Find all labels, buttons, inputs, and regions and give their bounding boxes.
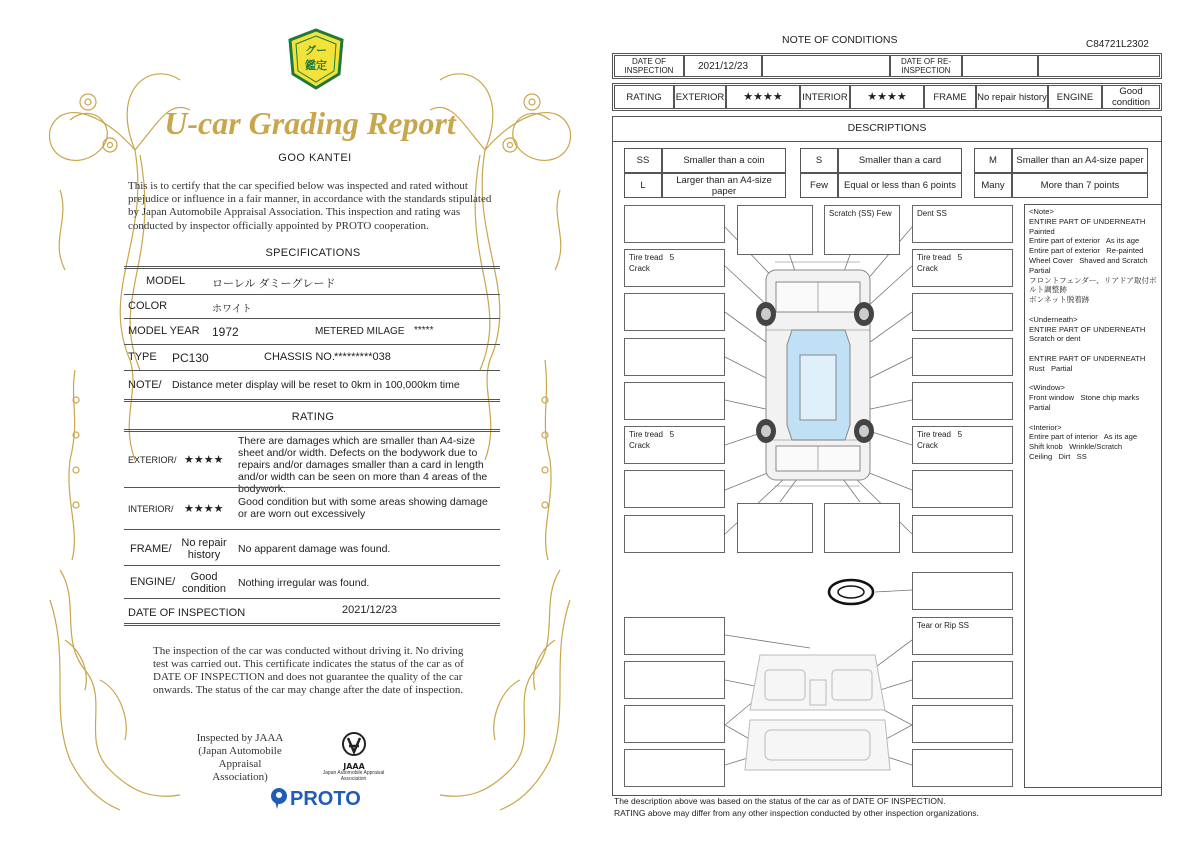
inspection-date-value: 2021/12/23 [342,604,398,616]
legend-code: L [624,173,662,198]
point-box-steering [912,572,1013,610]
rating-label: RATING [614,85,674,109]
notes-panel [1024,204,1162,788]
point-box-front-right-tire [912,249,1013,287]
color-label: COLOR [128,300,168,312]
conditions-title: NOTE OF CONDITIONS [782,34,898,46]
divider [124,370,500,371]
jaaa-caption: Japan Automobile Appraisal Association [322,770,385,782]
specifications-heading: SPECIFICATIONS [265,247,361,259]
point-box [624,705,725,743]
point-box [912,382,1013,420]
date-inspection-value: 2021/12/23 [684,55,762,77]
date-reinspection-label: DATE OF RE-INSPECTION [890,55,962,77]
intro-text: This is to certify that the car specified below was inspected and rated without prejudice or influence in a fair manner, in accordance with the standards stipulated by Japan Automobile Appraisal Association. This inspection and rating was conducted by inspector officially appointed by PROTO cooperation. [128,180,492,232]
legend-code: Many [974,173,1012,198]
interior-label: INTERIOR [800,85,850,109]
point-box [912,515,1013,553]
note-line: Front window Stone chip marks Partial [1029,393,1146,412]
note-line [1029,374,1157,384]
point-box [624,661,725,699]
note-line: Wheel Cover Shaved and Scratch Partial [1029,255,1154,275]
note-value: Distance meter display will be reset to 0km in 100,000km time [172,379,460,391]
exterior-stars: ★★★★ [726,85,800,109]
divider [124,487,500,488]
point-box [824,503,900,553]
note-of-conditions [600,0,1200,848]
note-label: NOTE/ [128,379,162,391]
interior-description: Good condition but with some areas showing damage or are worn out excessively [238,496,488,520]
inspection-date-label: DATE OF INSPECTION [128,607,246,619]
point-box-dent [912,205,1013,243]
note-line: ENTIRE PART OF UNDERNEATH Rust Partial [1029,353,1152,373]
point-box-tear [912,617,1013,655]
divider [124,598,500,599]
engine-value: Good condition [1102,85,1160,109]
frame-description: No apparent damage was found. [238,543,391,555]
type-label: TYPE [128,351,157,363]
model-value: ローレル ダミーグレード [212,278,336,290]
point-box [912,338,1013,376]
inspected-by: Inspected by JAAA (Japan Automobile Appraisal Association) [196,732,284,783]
divider [124,565,500,566]
note-line [1029,344,1157,354]
point-box [624,382,725,420]
point-box [624,749,725,787]
legend-meaning: Equal or less than 6 points [838,173,962,198]
color-value: ホワイト [212,304,252,315]
report-code: C84721L2302 [1086,39,1149,50]
point-box [912,749,1013,787]
exterior-stars: ★★★★ [184,454,224,466]
disclaimer-line-1: The description above was based on the status of the car as of DATE OF INSPECTION. [614,796,946,806]
jaaa-logo-text: JAAA [343,762,365,771]
divider [124,266,500,269]
note-line: Ceiling Dirt SS [1029,451,1087,461]
model-label: MODEL [146,275,186,287]
tear-label: Tear or Rip SS [917,621,970,630]
engine-value: Good condition [181,571,227,595]
point-box [624,205,725,243]
divider [124,623,500,626]
note-line: フロントフェンダー、リアドア取付ボルト調整跡 [1029,275,1157,295]
report-title-text: U-car Grading Report [164,105,456,141]
engine-label: ENGINE [1048,85,1102,109]
engine-description: Nothing irregular was found. [238,577,370,589]
legend-meaning: Smaller than an A4-size paper [1012,148,1148,173]
note-line: <Window> [1029,383,1065,393]
exterior-label: EXTERIOR [674,85,726,109]
point-box [737,503,813,553]
metered-milage-value: ***** [414,325,434,336]
point-box [912,661,1013,699]
note-line: ENTIRE PART OF UNDERNEATH Painted [1029,216,1152,236]
frame-value: No repair history [181,537,227,561]
point-box [624,515,725,553]
divider [124,318,500,319]
divider [124,429,500,432]
note-line: Entire part of interior As its age [1029,432,1138,442]
disclaimer [614,795,1174,819]
legend-meaning: Larger than an A4-size paper [662,173,786,198]
point-box-scratch [824,205,900,255]
tire-rear-right-label: Tire tread 5 Crack [917,430,963,450]
badge-line-2: 鑑定 [305,59,327,72]
note-line: <Underneath> [1029,314,1078,324]
subtitle: GOO KANTEI [278,152,352,164]
note-line: Entire part of exterior Re-painted [1029,246,1144,256]
point-box [912,293,1013,331]
legend-code: M [974,148,1012,173]
note-line: Shift knob Wrinkle/Scratch [1029,442,1123,452]
point-box-front-left-tire [624,249,725,287]
divider [124,344,500,345]
point-box [737,205,813,255]
disclaimer-line-2: RATING above may differ from any other inspection conducted by other inspection organizations. [614,808,979,818]
note-line: ボンネット脱着跡 [1029,295,1090,305]
exterior-description: There are damages which are smaller than A4-size sheet and/or width. Defects on the bodywork due to repairs and/or damages smaller than a card in length and/or width can be seen on more than 4 areas of the bodywork. [238,435,488,495]
frame-value: No repair history [976,85,1048,109]
note-line [1029,305,1157,315]
type-value: PC130 [172,351,209,365]
legend-code: S [800,148,838,173]
note-line: ENTIRE PART OF UNDERNEATH Scratch or dent [1029,324,1152,344]
divider [124,529,500,530]
point-box [912,705,1013,743]
interior-stars: ★★★★ [184,503,224,515]
report-title [150,100,470,148]
exterior-label: EXTERIOR/ [128,455,177,465]
engine-label: ENGINE/ [130,576,176,588]
divider [124,294,500,295]
point-box-rear-left-tire [624,426,725,464]
metered-milage-label: METERED MILAGE [315,326,405,337]
note-line: <Interior> [1029,422,1062,432]
footer-text: The inspection of the car was conducted without driving it. No driving test was carried out. This certificate indicates the status of the car as of DATE OF INSPECTION and does not guarantee the quality of the car onwards. The status of the car may change after the date of inspection. [153,645,464,696]
legend-meaning: More than 7 points [1012,173,1148,198]
point-box [624,293,725,331]
legend-meaning: Smaller than a coin [662,148,786,173]
date-inspection-label: DATE OF INSPECTION [614,55,684,77]
note-line: <Note> [1029,207,1054,216]
legend-meaning: Smaller than a card [838,148,962,173]
legend-code: SS [624,148,662,173]
frame-label: FRAME/ [130,543,172,555]
dent-label: Dent SS [917,209,947,218]
model-year-label: MODEL YEAR [128,325,200,337]
point-box [624,617,725,655]
interior-label: INTERIOR/ [128,504,174,514]
proto-logo-text: PROTO [290,788,361,810]
tire-front-right-label: Tire tread 5 Crack [917,253,963,273]
scratch-label: Scratch (SS) Few [829,209,892,218]
badge-line-1: グー [305,44,327,57]
note-line: Entire part of exterior As its age [1029,236,1140,246]
goo-kantei-badge-icon [287,28,345,90]
tire-front-left-label: Tire tread 5 Crack [629,253,675,273]
point-box [624,338,725,376]
interior-stars: ★★★★ [850,85,924,109]
chassis-value: *********038 [334,351,391,363]
chassis-label: CHASSIS NO. [264,351,335,363]
tire-rear-left-label: Tire tread 5 Crack [629,430,675,450]
legend-code: Few [800,173,838,198]
divider [124,399,500,402]
frame-label: FRAME [924,85,976,109]
jaaa-logo-icon [318,726,390,776]
descriptions-heading: DESCRIPTIONS [612,116,1162,142]
model-year-value: 1972 [212,325,239,339]
point-box-rear-right-tire [912,426,1013,464]
point-box [912,470,1013,508]
point-box [624,470,725,508]
rating-heading: RATING [291,411,335,423]
note-line [1029,413,1157,423]
proto-logo-icon [268,783,368,811]
